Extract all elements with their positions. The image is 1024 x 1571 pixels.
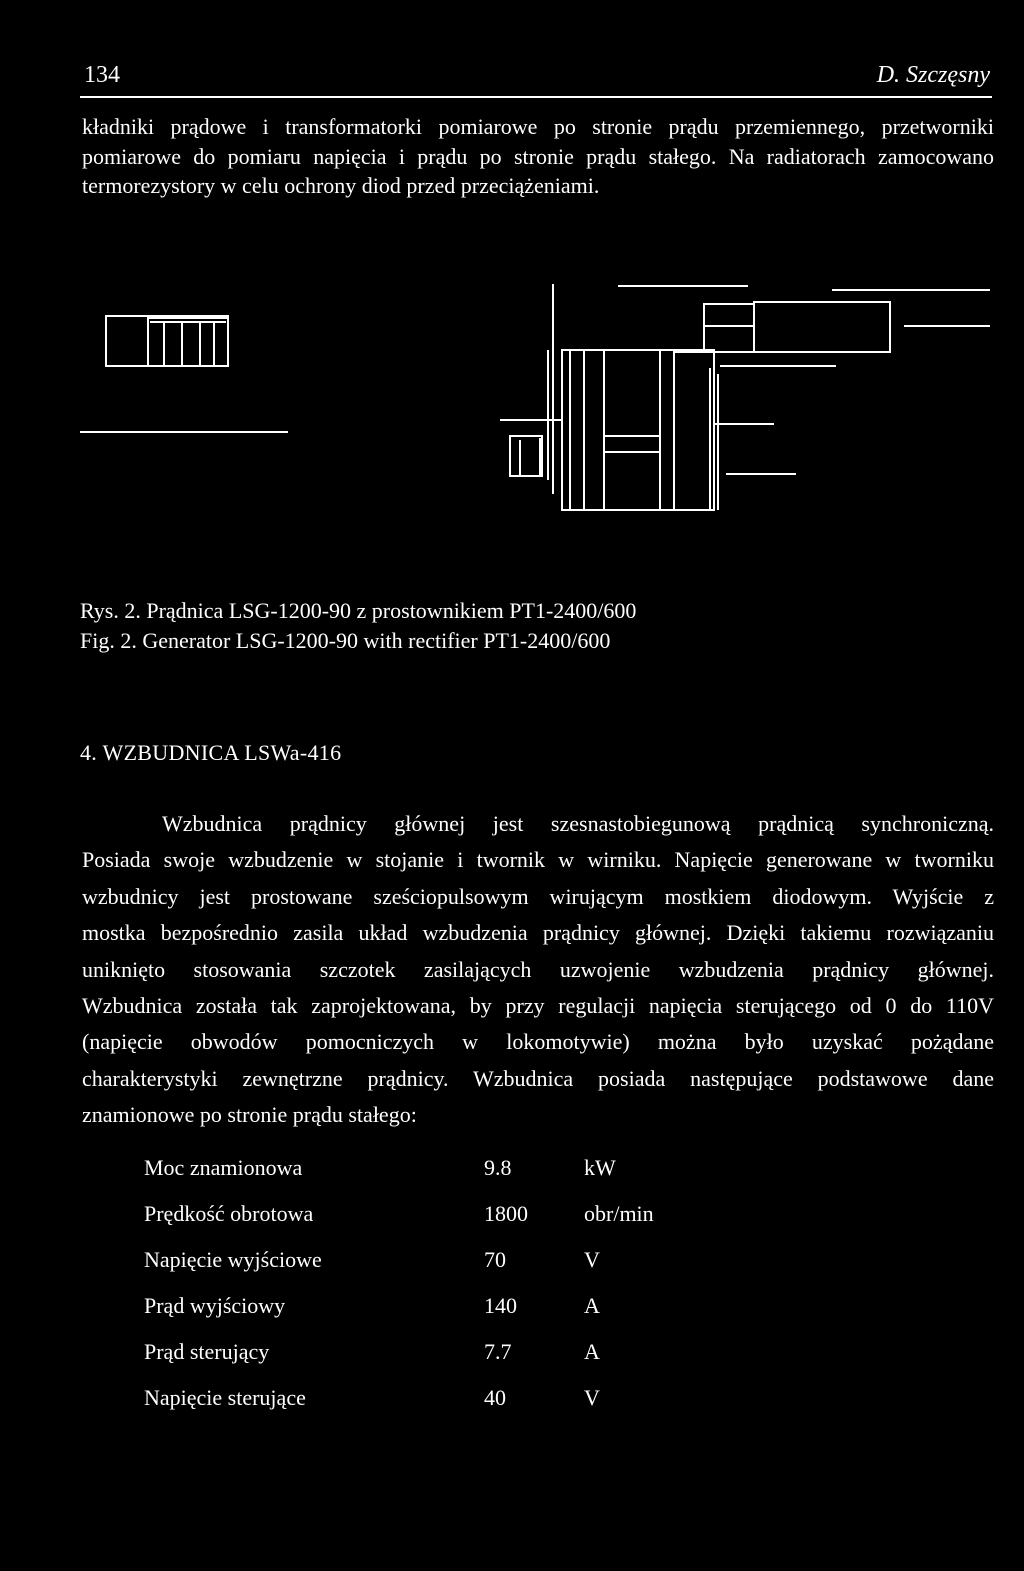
table-row — [144, 1191, 704, 1237]
spec-unit: kW — [584, 1155, 616, 1180]
figure-caption-en: Fig. 2. Generator LSG-1200-90 with rectifier PT1-2400/600 — [80, 628, 611, 653]
body-paragraph — [82, 806, 994, 1134]
spec-value: 7.7 — [484, 1339, 512, 1364]
figure-caption-pl: Rys. 2. Prądnica LSG-1200-90 z prostownikiem PT1-2400/600 — [80, 598, 637, 623]
spec-unit: V — [584, 1385, 600, 1410]
table-row — [144, 1375, 704, 1421]
body-line: (napięcie obwodów pomocniczych w lokomotywie) można było uzyskać pożądane — [82, 1029, 994, 1055]
spec-name: Napięcie wyjściowe — [144, 1247, 322, 1272]
section-heading: 4. WZBUDNICA LSWa-416 — [80, 740, 342, 765]
generator-drawing — [80, 284, 990, 510]
spec-name: Napięcie sterujące — [144, 1385, 306, 1410]
spec-value: 1800 — [484, 1201, 528, 1226]
table-row — [144, 1145, 704, 1191]
body-line: charakterystyki zewnętrzne prądnicy. Wzbudnica posiada następujące podstawowe dane — [82, 1065, 994, 1091]
rated-data-table — [144, 1145, 704, 1421]
body-line: znamionowe po stronie prądu stałego: — [82, 1102, 417, 1128]
spec-name: Moc znamionowa — [144, 1155, 303, 1180]
table-row — [144, 1329, 704, 1375]
spec-name: Prąd wyjściowy — [144, 1293, 286, 1318]
body-line: Wzbudnica została tak zaprojektowana, by przy regulacji napięcia sterującego od 0 do 110V — [82, 992, 994, 1018]
spec-unit: obr/min — [584, 1201, 654, 1226]
spec-unit: A — [584, 1339, 600, 1364]
spec-value: 140 — [484, 1293, 517, 1318]
intro-line: pomiarowe do pomiaru napięcia i prądu po stronie prądu stałego. Na radiatorach zamocowano — [82, 143, 994, 169]
body-line: mostka bezpośrednio zasila układ wzbudzenia prądnicy głównej. Dzięki takiemu rozwiązaniu — [82, 920, 994, 946]
table-row — [144, 1283, 704, 1329]
page-number: 134 — [84, 62, 120, 88]
spec-value: 9.8 — [484, 1155, 512, 1180]
spec-unit: V — [584, 1247, 600, 1272]
spec-unit: A — [584, 1293, 600, 1318]
body-line: Wzbudnica prądnicy głównej jest szesnastobiegunową prądnicą synchroniczną. — [162, 811, 994, 836]
spec-name: Prąd sterujący — [144, 1339, 270, 1364]
running-header-author: D. Szczęsny — [876, 62, 990, 88]
spec-name: Prędkość obrotowa — [144, 1201, 314, 1226]
body-line: Posiada swoje wzbudzenie w stojanie i twornik w wirniku. Napięcie generowane w tworniku — [82, 847, 994, 873]
intro-line: kładniki prądowe i transformatorki pomiarowe po stronie prądu przemiennego, przetworniki — [82, 114, 994, 139]
body-line: uniknięto stosowania szczotek zasilających uzwojenie wzbudzenia prądnicy głównej. — [82, 956, 994, 982]
body-line: wzbudnicy jest prostowane sześciopulsowym wirującym mostkiem diodowym. Wyjście z — [82, 883, 994, 909]
spec-value: 40 — [484, 1385, 506, 1410]
table-row — [144, 1237, 704, 1283]
spec-value: 70 — [484, 1247, 506, 1272]
intro-line: termorezystory w celu ochrony diod przed przeciążeniami. — [82, 173, 600, 198]
